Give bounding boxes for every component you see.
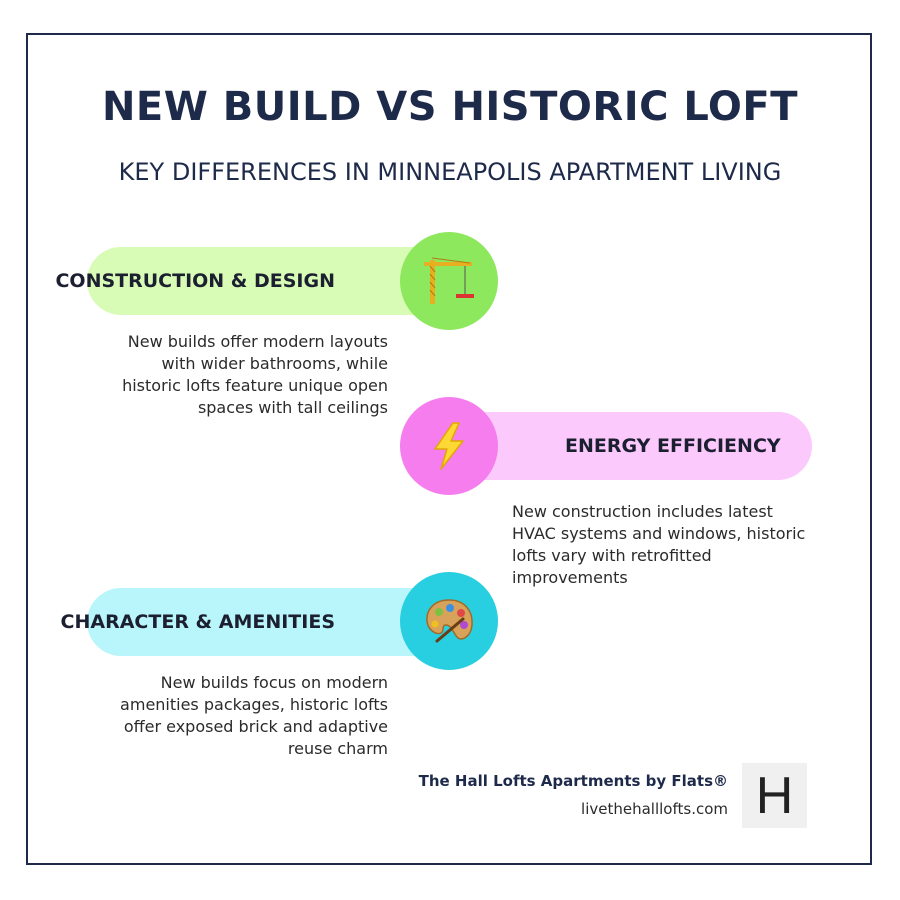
section-description: New construction includes latest HVAC systems and windows, historic lofts vary with retrofitted improvements <box>512 502 806 587</box>
section-pill-energy <box>451 412 812 480</box>
section-circle-character <box>400 572 498 670</box>
crane-icon <box>422 256 476 306</box>
brand-logo <box>742 763 807 828</box>
lightning-icon <box>429 421 469 471</box>
website-link[interactable]: livethehalllofts.com <box>581 800 728 818</box>
section-description: New builds offer modern layouts with wider bathrooms, while historic lofts feature unique open spaces with tall ceilings <box>122 332 388 417</box>
section-label: CHARACTER & AMENITIES <box>60 611 335 633</box>
section-pill-construction <box>55 247 447 315</box>
section-description: New builds focus on modern amenities packages, historic lofts offer exposed brick and adaptive reuse charm <box>120 673 388 758</box>
section-pill-character <box>60 588 447 656</box>
section-label: CONSTRUCTION & DESIGN <box>55 270 335 292</box>
page-subtitle: KEY DIFFERENCES IN MINNEAPOLIS APARTMENT LIVING <box>118 158 782 186</box>
section-label: ENERGY EFFICIENCY <box>565 435 781 457</box>
page-title: NEW BUILD VS HISTORIC LOFT <box>101 84 799 130</box>
logo-letter: H <box>755 766 794 825</box>
palette-icon <box>423 597 475 645</box>
company-name: The Hall Lofts Apartments by Flats® <box>418 772 728 790</box>
section-circle-construction <box>400 232 498 330</box>
section-circle-energy <box>400 397 498 495</box>
